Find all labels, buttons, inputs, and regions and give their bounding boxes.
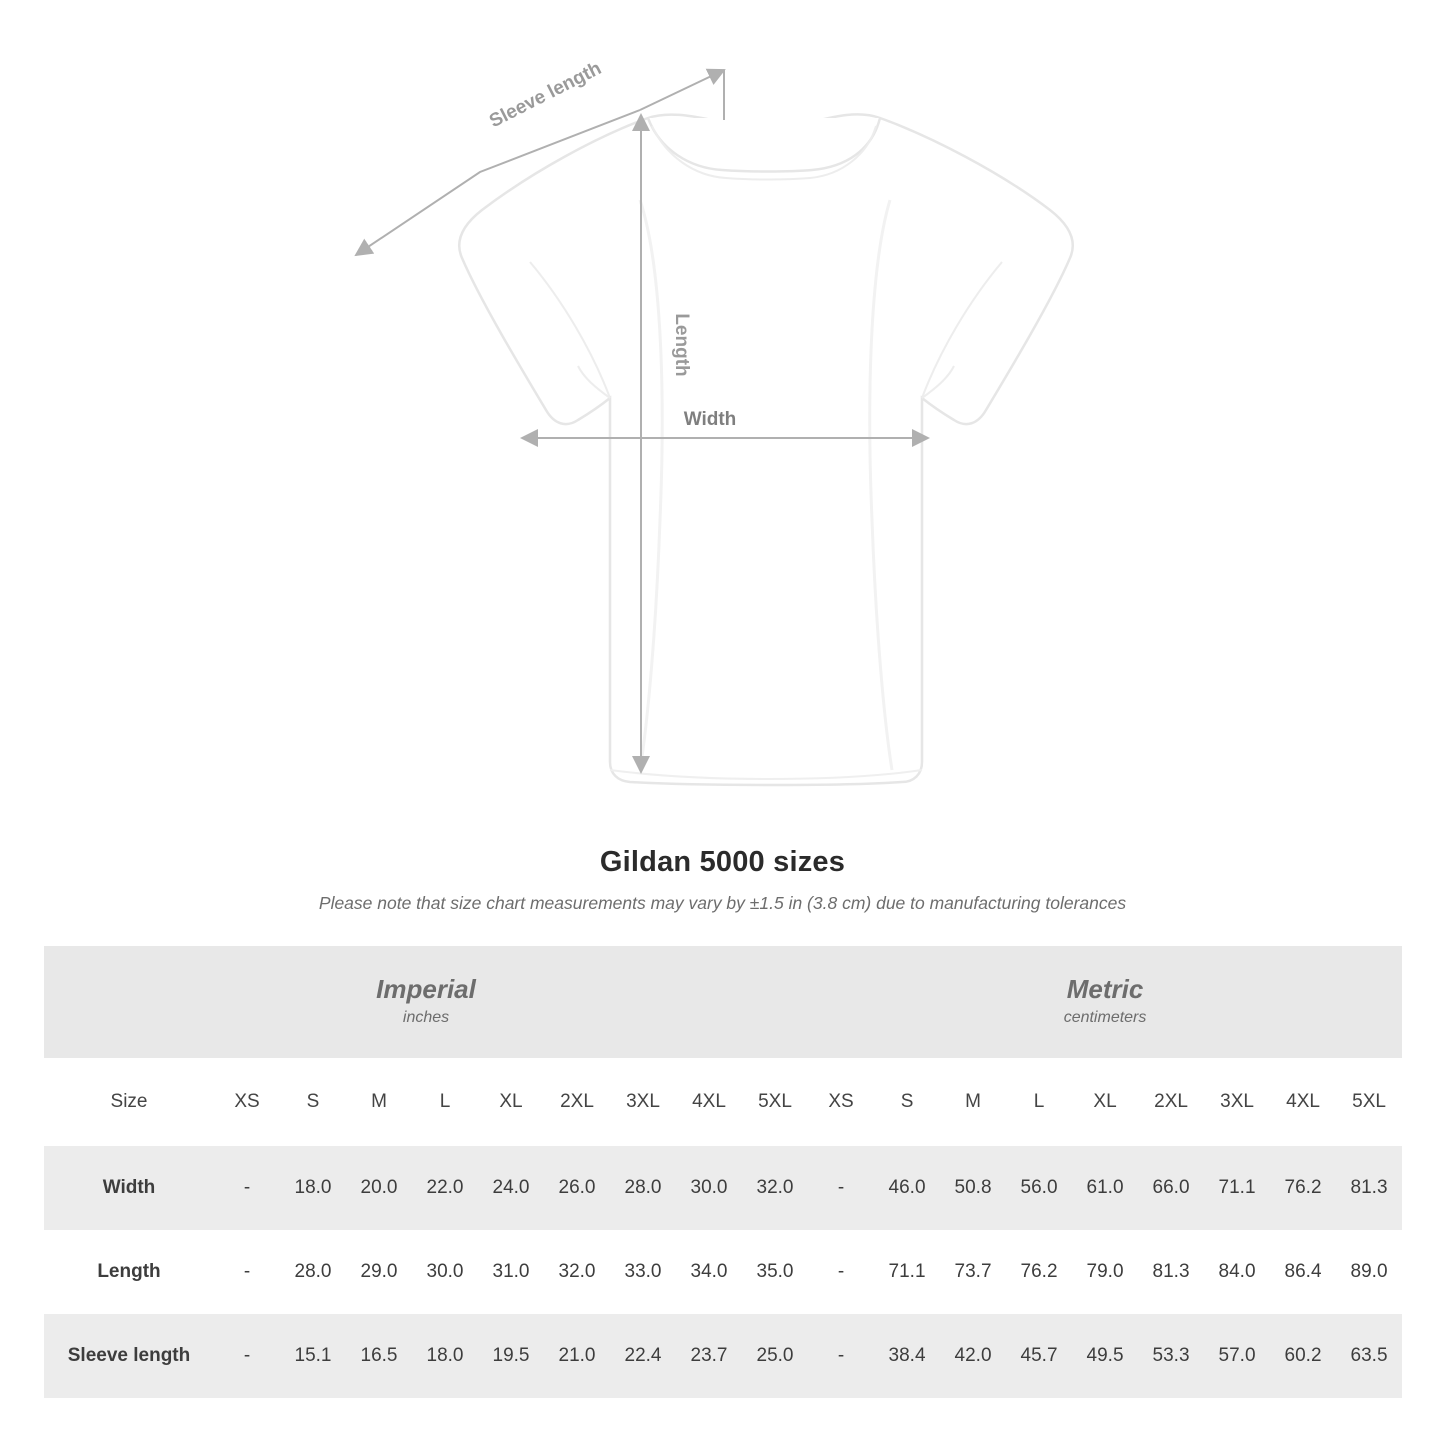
header-imperial-2xl: 2XL [544, 1058, 610, 1146]
table-row [44, 1230, 1402, 1314]
header-metric-5xl: 5XL [1336, 1058, 1402, 1146]
header-metric-m: M [940, 1058, 1006, 1146]
cell-sleeve-metric-l: 45.7 [1006, 1314, 1072, 1398]
cell-length-imperial-s: 28.0 [280, 1230, 346, 1314]
cell-width-imperial-xl: 24.0 [478, 1146, 544, 1230]
row-label-length: Length [44, 1230, 214, 1314]
cell-width-metric-l: 56.0 [1006, 1146, 1072, 1230]
cell-sleeve-imperial-s: 15.1 [280, 1314, 346, 1398]
cell-width-imperial-5xl: 32.0 [742, 1146, 808, 1230]
row-label-width: Width [44, 1146, 214, 1230]
cell-length-imperial-l: 30.0 [412, 1230, 478, 1314]
cell-width-imperial-l: 22.0 [412, 1146, 478, 1230]
cell-length-metric-2xl: 81.3 [1138, 1230, 1204, 1314]
header-metric-2xl: 2XL [1138, 1058, 1204, 1146]
cell-width-metric-2xl: 66.0 [1138, 1146, 1204, 1230]
tolerance-note: Please note that size chart measurements may vary by ±1.5 in (3.8 cm) due to manufacturing tolerances [318, 893, 1127, 913]
header-metric-4xl: 4XL [1270, 1058, 1336, 1146]
cell-sleeve-imperial-3xl: 22.4 [610, 1314, 676, 1398]
cell-width-imperial-4xl: 30.0 [676, 1146, 742, 1230]
header-metric-s: S [874, 1058, 940, 1146]
imperial-unit-name: Imperial [376, 973, 476, 1004]
size-table [44, 946, 1402, 1398]
cell-sleeve-metric-xl: 49.5 [1072, 1314, 1138, 1398]
cell-width-imperial-3xl: 28.0 [610, 1146, 676, 1230]
cell-sleeve-imperial-5xl: 25.0 [742, 1314, 808, 1398]
length-label: Length [671, 313, 692, 377]
cell-length-metric-l: 76.2 [1006, 1230, 1072, 1314]
header-imperial-s: S [280, 1058, 346, 1146]
cell-width-metric-xl: 61.0 [1072, 1146, 1138, 1230]
cell-width-metric-s: 46.0 [874, 1146, 940, 1230]
cell-width-metric-5xl: 81.3 [1336, 1146, 1402, 1230]
cell-sleeve-metric-2xl: 53.3 [1138, 1314, 1204, 1398]
cell-length-imperial-2xl: 32.0 [544, 1230, 610, 1314]
cell-sleeve-metric-s: 38.4 [874, 1314, 940, 1398]
header-imperial-4xl: 4XL [676, 1058, 742, 1146]
cell-sleeve-metric-m: 42.0 [940, 1314, 1006, 1398]
width-label: Width [683, 409, 737, 430]
cell-width-imperial-m: 20.0 [346, 1146, 412, 1230]
size-table-wrap [44, 946, 1401, 1398]
title-block [0, 846, 1445, 914]
cell-length-imperial-xl: 31.0 [478, 1230, 544, 1314]
header-imperial-xs: XS [214, 1058, 280, 1146]
imperial-unit-sub: inches [402, 1009, 450, 1027]
cell-width-metric-xs: - [808, 1146, 874, 1230]
header-imperial-xl: XL [478, 1058, 544, 1146]
cell-width-imperial-s: 18.0 [280, 1146, 346, 1230]
cell-length-imperial-4xl: 34.0 [676, 1230, 742, 1314]
header-metric-xs: XS [808, 1058, 874, 1146]
tshirt-shape [459, 114, 1073, 785]
cell-length-metric-4xl: 86.4 [1270, 1230, 1336, 1314]
header-imperial-l: L [412, 1058, 478, 1146]
cell-sleeve-imperial-m: 16.5 [346, 1314, 412, 1398]
cell-sleeve-imperial-l: 18.0 [412, 1314, 478, 1398]
cell-sleeve-imperial-xl: 19.5 [478, 1314, 544, 1398]
cell-length-imperial-3xl: 33.0 [610, 1230, 676, 1314]
page-title: Gildan 5000 sizes [599, 846, 846, 878]
size-header-row [44, 1058, 1402, 1146]
unit-header-row [44, 946, 1402, 1058]
header-imperial-5xl: 5XL [742, 1058, 808, 1146]
cell-length-metric-xl: 79.0 [1072, 1230, 1138, 1314]
cell-sleeve-metric-4xl: 60.2 [1270, 1314, 1336, 1398]
cell-length-metric-s: 71.1 [874, 1230, 940, 1314]
header-metric-xl: XL [1072, 1058, 1138, 1146]
cell-width-metric-3xl: 71.1 [1204, 1146, 1270, 1230]
cell-sleeve-metric-5xl: 63.5 [1336, 1314, 1402, 1398]
cell-length-imperial-5xl: 35.0 [742, 1230, 808, 1314]
cell-width-imperial-xs: - [214, 1146, 280, 1230]
sleeve-length-label: Sleeve length [486, 57, 605, 133]
cell-sleeve-imperial-4xl: 23.7 [676, 1314, 742, 1398]
cell-length-metric-5xl: 89.0 [1336, 1230, 1402, 1314]
cell-sleeve-metric-xs: - [808, 1314, 874, 1398]
metric-unit-name: Metric [1066, 973, 1144, 1004]
metric-unit-cell [808, 946, 1402, 1058]
cell-length-metric-3xl: 84.0 [1204, 1230, 1270, 1314]
header-metric-l: L [1006, 1058, 1072, 1146]
header-imperial-m: M [346, 1058, 412, 1146]
table-row [44, 1146, 1402, 1230]
row-header-size: Size [44, 1058, 214, 1146]
header-imperial-3xl: 3XL [610, 1058, 676, 1146]
cell-length-imperial-m: 29.0 [346, 1230, 412, 1314]
cell-sleeve-imperial-2xl: 21.0 [544, 1314, 610, 1398]
cell-width-metric-4xl: 76.2 [1270, 1146, 1336, 1230]
cell-length-metric-m: 73.7 [940, 1230, 1006, 1314]
table-row [44, 1314, 1402, 1398]
metric-unit-sub: centimeters [1063, 1009, 1147, 1027]
cell-length-metric-xs: - [808, 1230, 874, 1314]
imperial-unit-cell [44, 946, 808, 1058]
cell-length-imperial-xs: - [214, 1230, 280, 1314]
row-label-sleeve-length: Sleeve length [44, 1314, 214, 1398]
cell-width-imperial-2xl: 26.0 [544, 1146, 610, 1230]
cell-sleeve-imperial-xs: - [214, 1314, 280, 1398]
header-metric-3xl: 3XL [1204, 1058, 1270, 1146]
cell-sleeve-metric-3xl: 57.0 [1204, 1314, 1270, 1398]
cell-width-metric-m: 50.8 [940, 1146, 1006, 1230]
